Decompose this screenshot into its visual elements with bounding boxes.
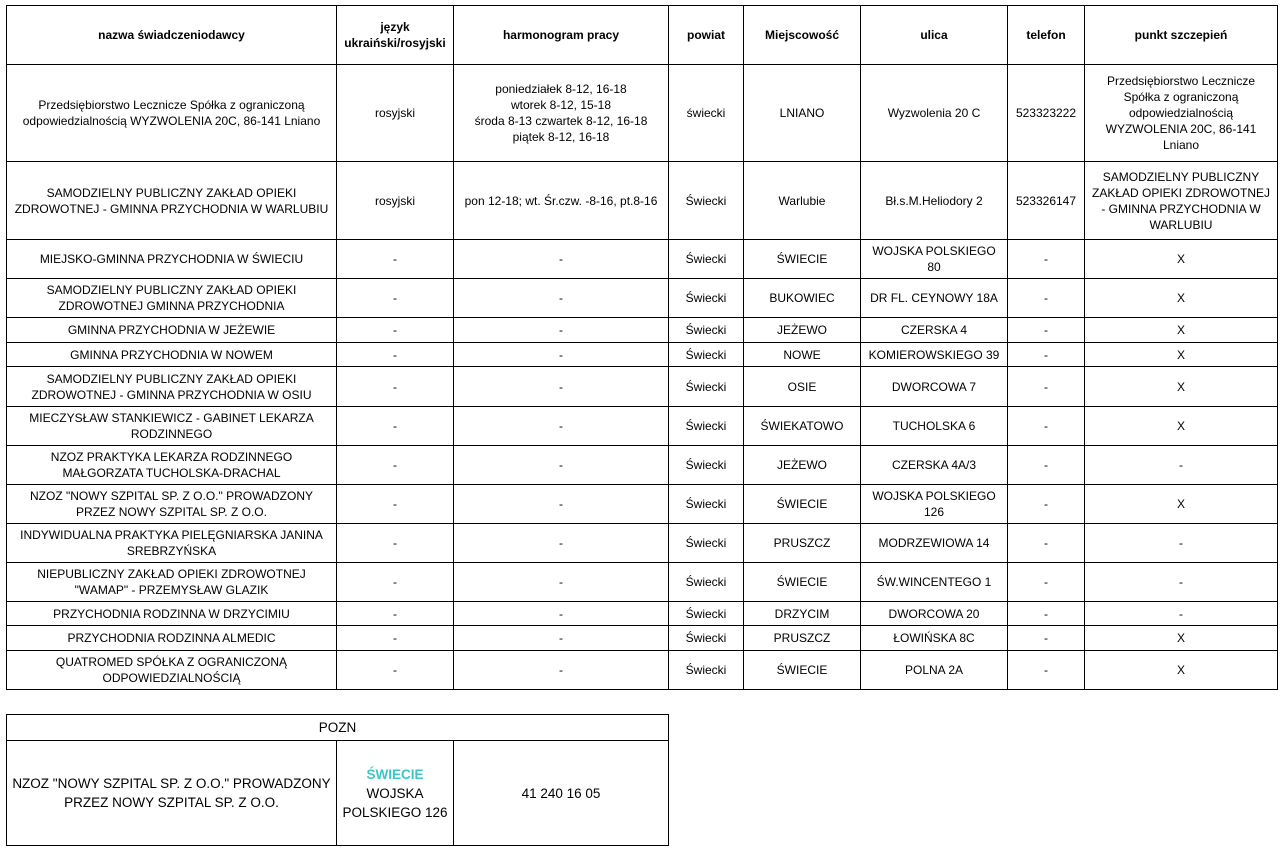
schedule-line: -	[559, 252, 563, 266]
pozn-city: ŚWIECIE	[366, 766, 424, 782]
cell-language: -	[337, 407, 454, 446]
cell-vaccination: SAMODZIELNY PUBLICZNY ZAKŁAD OPIEKI ZDROWOTNEJ - GMINNA PRZYCHODNIA W WARLUBIU	[1085, 162, 1278, 240]
cell-city: JEŻEWO	[744, 446, 861, 485]
table-row	[7, 446, 1278, 485]
cell-city: OSIE	[744, 367, 861, 407]
table-row	[7, 485, 1278, 524]
cell-street: WOJSKA POLSKIEGO 126	[861, 485, 1008, 524]
cell-street: POLNA 2A	[861, 651, 1008, 690]
cell-vaccination: X	[1085, 651, 1278, 690]
schedule-line: -	[559, 291, 563, 305]
header-schedule: harmonogram pracy	[454, 6, 669, 65]
cell-county: Świecki	[669, 651, 744, 690]
pozn-address	[337, 741, 454, 846]
cell-vaccination: X	[1085, 343, 1278, 367]
pozn-title-row	[7, 715, 669, 741]
cell-city: BUKOWIEC	[744, 279, 861, 318]
cell-language: -	[337, 367, 454, 407]
schedule-line: -	[559, 497, 563, 511]
cell-name: SAMODZIELNY PUBLICZNY ZAKŁAD OPIEKI ZDROWOTNEJ - GMINNA PRZYCHODNIA W OSIU	[7, 367, 337, 407]
cell-phone: -	[1008, 626, 1085, 651]
schedule-line: -	[559, 631, 563, 645]
cell-schedule	[454, 162, 669, 240]
header-name: nazwa świadczeniodawcy	[7, 6, 337, 65]
cell-schedule	[454, 240, 669, 279]
header-vaccination: punkt szczepień	[1085, 6, 1278, 65]
header-phone: telefon	[1008, 6, 1085, 65]
cell-name: NZOZ PRAKTYKA LEKARZA RODZINNEGO MAŁGORZATA TUCHOLSKA-DRACHAL	[7, 446, 337, 485]
cell-phone: 523323222	[1008, 65, 1085, 162]
cell-language: -	[337, 279, 454, 318]
cell-schedule	[454, 65, 669, 162]
cell-name: NIEPUBLICZNY ZAKŁAD OPIEKI ZDROWOTNEJ "WAMAP" - PRZEMYSŁAW GLAZIK	[7, 563, 337, 602]
cell-language: rosyjski	[337, 162, 454, 240]
cell-county: Świecki	[669, 367, 744, 407]
cell-vaccination: X	[1085, 407, 1278, 446]
cell-county: Świecki	[669, 279, 744, 318]
cell-name: GMINNA PRZYCHODNIA W JEŻEWIE	[7, 318, 337, 343]
cell-language: -	[337, 524, 454, 563]
cell-schedule	[454, 318, 669, 343]
cell-vaccination: X	[1085, 240, 1278, 279]
cell-county: Świecki	[669, 446, 744, 485]
cell-language: -	[337, 240, 454, 279]
cell-name: GMINNA PRZYCHODNIA W NOWEM	[7, 343, 337, 367]
cell-county: Świecki	[669, 485, 744, 524]
pozn-street: WOJSKA POLSKIEGO 126	[342, 785, 448, 820]
cell-county: Świecki	[669, 626, 744, 651]
cell-phone: -	[1008, 446, 1085, 485]
cell-schedule	[454, 446, 669, 485]
cell-county: Świecki	[669, 563, 744, 602]
cell-phone: -	[1008, 651, 1085, 690]
schedule-line: -	[559, 419, 563, 433]
table-row	[7, 524, 1278, 563]
cell-city: NOWE	[744, 343, 861, 367]
cell-city: PRUSZCZ	[744, 524, 861, 563]
cell-name: Przedsiębiorstwo Lecznicze Spółka z ograniczoną odpowiedzialnością WYZWOLENIA 20C, 86-141 Lniano	[7, 65, 337, 162]
providers-table	[6, 5, 1278, 690]
cell-schedule	[454, 563, 669, 602]
cell-vaccination: X	[1085, 367, 1278, 407]
cell-county: Świecki	[669, 524, 744, 563]
cell-street: DWORCOWA 20	[861, 602, 1008, 626]
cell-county: Świecki	[669, 407, 744, 446]
cell-street: DWORCOWA 7	[861, 367, 1008, 407]
table-row	[7, 626, 1278, 651]
cell-street: CZERSKA 4	[861, 318, 1008, 343]
cell-city: JEŻEWO	[744, 318, 861, 343]
cell-vaccination: -	[1085, 446, 1278, 485]
schedule-line: -	[559, 458, 563, 472]
table-row	[7, 651, 1278, 690]
cell-phone: -	[1008, 524, 1085, 563]
header-county: powiat	[669, 6, 744, 65]
header-language-line2: ukraiński/rosyjski	[344, 36, 446, 50]
cell-language: -	[337, 485, 454, 524]
cell-language: -	[337, 602, 454, 626]
cell-vaccination: -	[1085, 602, 1278, 626]
cell-city: LNIANO	[744, 65, 861, 162]
cell-language: -	[337, 626, 454, 651]
cell-schedule	[454, 626, 669, 651]
cell-phone: -	[1008, 485, 1085, 524]
cell-name: INDYWIDUALNA PRAKTYKA PIELĘGNIARSKA JANINA SREBRZYŃSKA	[7, 524, 337, 563]
cell-phone: -	[1008, 563, 1085, 602]
cell-name: MIEJSKO-GMINNA PRZYCHODNIA W ŚWIECIU	[7, 240, 337, 279]
cell-city: ŚWIECIE	[744, 651, 861, 690]
schedule-line: wtorek 8-12, 15-18	[510, 98, 612, 112]
cell-schedule	[454, 524, 669, 563]
cell-name: MIECZYSŁAW STANKIEWICZ - GABINET LEKARZA RODZINNEGO	[7, 407, 337, 446]
cell-city: ŚWIEKATOWO	[744, 407, 861, 446]
cell-phone: -	[1008, 407, 1085, 446]
cell-name: PRZYCHODNIA RODZINNA ALMEDIC	[7, 626, 337, 651]
cell-street: WOJSKA POLSKIEGO 80	[861, 240, 1008, 279]
cell-phone: 523326147	[1008, 162, 1085, 240]
cell-county: Świecki	[669, 162, 744, 240]
cell-street: DR FL. CEYNOWY 18A	[861, 279, 1008, 318]
table-row	[7, 318, 1278, 343]
cell-language: -	[337, 343, 454, 367]
cell-county: świecki	[669, 65, 744, 162]
cell-vaccination: X	[1085, 318, 1278, 343]
cell-county: Świecki	[669, 318, 744, 343]
cell-schedule	[454, 485, 669, 524]
schedule-line: -	[559, 663, 563, 677]
cell-phone: -	[1008, 240, 1085, 279]
cell-city: ŚWIECIE	[744, 240, 861, 279]
cell-phone: -	[1008, 279, 1085, 318]
cell-street: ŚW.WINCENTEGO 1	[861, 563, 1008, 602]
schedule-line: pon 12-18; wt. Śr.czw. -8-16, pt.8-16	[464, 193, 658, 208]
pozn-name: NZOZ "NOWY SZPITAL SP. Z O.O." PROWADZONY PRZEZ NOWY SZPITAL SP. Z O.O.	[7, 741, 337, 846]
cell-name: NZOZ "NOWY SZPITAL SP. Z O.O." PROWADZONY PRZEZ NOWY SZPITAL SP. Z O.O.	[7, 485, 337, 524]
cell-city: ŚWIECIE	[744, 485, 861, 524]
pozn-row	[7, 741, 669, 846]
cell-street: Bł.s.M.Heliodory 2	[861, 162, 1008, 240]
cell-language: rosyjski	[337, 65, 454, 162]
cell-city: Warlubie	[744, 162, 861, 240]
header-language-line1: język	[380, 20, 410, 34]
header-street: ulica	[861, 6, 1008, 65]
schedule-line: poniedziałek 8-12, 16-18	[495, 82, 627, 96]
cell-name: SAMODZIELNY PUBLICZNY ZAKŁAD OPIEKI ZDROWOTNEJ GMINNA PRZYCHODNIA	[7, 279, 337, 318]
cell-street: CZERSKA 4A/3	[861, 446, 1008, 485]
cell-city: PRUSZCZ	[744, 626, 861, 651]
schedule-line: -	[559, 347, 563, 362]
table-row	[7, 65, 1278, 162]
table-row	[7, 602, 1278, 626]
cell-phone: -	[1008, 367, 1085, 407]
pozn-title: POZN	[7, 715, 669, 741]
table-row	[7, 162, 1278, 240]
cell-city: DRZYCIM	[744, 602, 861, 626]
cell-language: -	[337, 563, 454, 602]
table-row	[7, 279, 1278, 318]
table-row	[7, 343, 1278, 367]
cell-city: ŚWIECIE	[744, 563, 861, 602]
header-language	[337, 6, 454, 65]
cell-name: PRZYCHODNIA RODZINNA W DRZYCIMIU	[7, 602, 337, 626]
providers-table-body	[7, 65, 1278, 690]
cell-name: QUATROMED SPÓŁKA Z OGRANICZONĄ ODPOWIEDZIALNOŚCIĄ	[7, 651, 337, 690]
cell-schedule	[454, 367, 669, 407]
cell-vaccination: -	[1085, 563, 1278, 602]
schedule-line: -	[559, 536, 563, 550]
cell-vaccination: X	[1085, 626, 1278, 651]
pozn-phone: 41 240 16 05	[454, 741, 669, 846]
pozn-table	[6, 714, 669, 846]
header-city: Miejscowość	[744, 6, 861, 65]
cell-schedule	[454, 407, 669, 446]
cell-schedule	[454, 602, 669, 626]
schedule-line: piątek 8-12, 16-18	[512, 130, 610, 144]
cell-phone: -	[1008, 318, 1085, 343]
table-row	[7, 407, 1278, 446]
schedule-line: -	[559, 379, 563, 394]
cell-phone: -	[1008, 602, 1085, 626]
cell-language: -	[337, 651, 454, 690]
cell-name: SAMODZIELNY PUBLICZNY ZAKŁAD OPIEKI ZDROWOTNEJ - GMINNA PRZYCHODNIA W WARLUBIU	[7, 162, 337, 240]
cell-street: KOMIEROWSKIEGO 39	[861, 343, 1008, 367]
cell-street: MODRZEWIOWA 14	[861, 524, 1008, 563]
cell-schedule	[454, 651, 669, 690]
cell-street: ŁOWIŃSKA 8C	[861, 626, 1008, 651]
cell-county: Świecki	[669, 343, 744, 367]
schedule-line: -	[559, 575, 563, 589]
header-row	[7, 6, 1278, 65]
cell-vaccination: Przedsiębiorstwo Lecznicze Spółka z ograniczoną odpowiedzialnością WYZWOLENIA 20C, 86-141 Lniano	[1085, 65, 1278, 162]
cell-vaccination: -	[1085, 524, 1278, 563]
table-row	[7, 240, 1278, 279]
cell-vaccination: X	[1085, 279, 1278, 318]
table-row	[7, 367, 1278, 407]
cell-language: -	[337, 318, 454, 343]
cell-street: TUCHOLSKA 6	[861, 407, 1008, 446]
schedule-line: -	[559, 323, 563, 337]
cell-street: Wyzwolenia 20 C	[861, 65, 1008, 162]
cell-county: Świecki	[669, 602, 744, 626]
schedule-line: środa 8-13 czwartek 8-12, 16-18	[474, 114, 648, 128]
cell-vaccination: X	[1085, 485, 1278, 524]
cell-schedule	[454, 279, 669, 318]
cell-phone: -	[1008, 343, 1085, 367]
cell-schedule	[454, 343, 669, 367]
cell-county: Świecki	[669, 240, 744, 279]
table-row	[7, 563, 1278, 602]
schedule-line: -	[559, 606, 563, 621]
cell-language: -	[337, 446, 454, 485]
